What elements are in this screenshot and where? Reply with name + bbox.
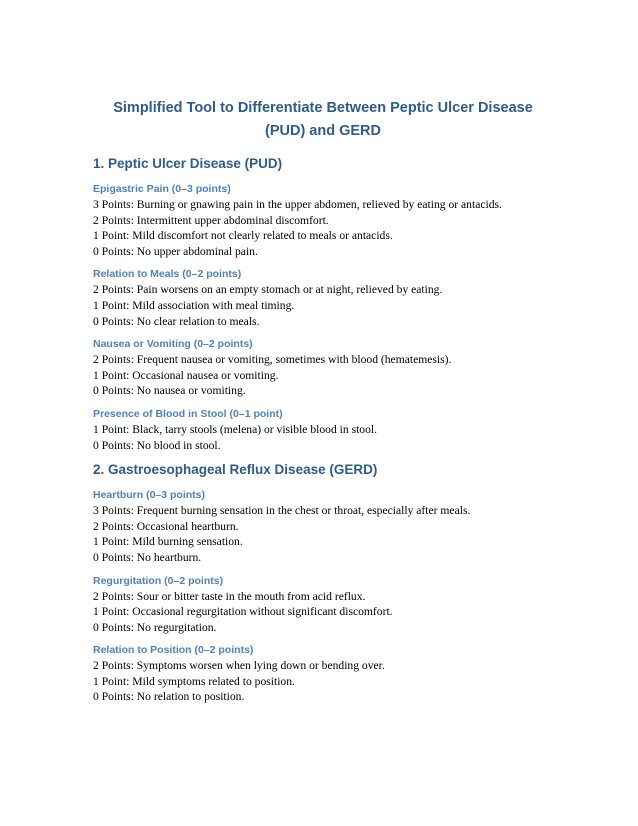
score-line: 3 Points: Burning or gnawing pain in the upper abdomen, relieved by eating or antacids. <box>93 198 502 211</box>
section-pud <box>93 155 553 453</box>
score-line: 1 Point: Black, tarry stools (melena) or visible blood in stool. <box>93 422 378 436</box>
criterion-title: Relation to Meals (0–2 points) <box>93 268 242 281</box>
score-line: 2 Points: Frequent nausea or vomiting, sometimes with blood (hematemesis). <box>93 353 452 367</box>
score-line: 3 Points: Frequent burning sensation in the chest or throat, especially after meals. <box>93 504 471 518</box>
score-line: 0 Points: No relation to position. <box>93 690 245 704</box>
criterion-heartburn <box>93 488 553 565</box>
section-heading-gerd: 2. Gastroesophageal Reflux Disease (GERD) <box>93 462 378 478</box>
criterion-title: Relation to Position (0–2 points) <box>93 644 254 657</box>
criterion-title: Heartburn (0–3 points) <box>93 489 206 502</box>
score-line: 2 Points: Intermittent upper abdominal discomfort. <box>93 213 329 227</box>
score-line: 1 Point: Mild symptoms related to position. <box>93 674 295 688</box>
criterion-title: Presence of Blood in Stool (0–1 point) <box>93 407 283 420</box>
section-heading-pud: 1. Peptic Ulcer Disease (PUD) <box>93 156 283 171</box>
score-line: 0 Points: No heartburn. <box>93 550 202 564</box>
score-line: 0 Points: No regurgitation. <box>93 620 217 634</box>
score-line: 1 Point: Mild burning sensation. <box>93 535 243 549</box>
score-line: 0 Points: No nausea or vomiting. <box>93 384 246 398</box>
score-line: 0 Points: No upper abdominal pain. <box>93 244 258 258</box>
section-gerd <box>93 461 553 705</box>
score-line: 0 Points: No blood in stool. <box>93 438 221 452</box>
criterion-relation-to-position <box>93 643 553 705</box>
document-title: Simplified Tool to Differentiate Between Peptic Ulcer Disease (PUD) and GERD <box>113 100 533 139</box>
criterion-title: Epigastric Pain (0–3 points) <box>93 183 231 195</box>
score-line: 1 Point: Occasional nausea or vomiting. <box>93 368 279 382</box>
score-line: 2 Points: Sour or bitter taste in the mouth from acid reflux. <box>93 589 366 603</box>
score-line: 1 Point: Occasional regurgitation without significant discomfort. <box>93 605 393 619</box>
score-line: 1 Point: Mild association with meal timing. <box>93 298 295 312</box>
score-line: 1 Point: Mild discomfort not clearly related to meals or antacids. <box>93 229 393 243</box>
criterion-regurgitation <box>93 574 553 636</box>
score-line: 2 Points: Pain worsens on an empty stomach or at night, relieved by eating. <box>93 283 443 297</box>
criterion-nausea-vomiting <box>93 337 553 399</box>
score-line: 2 Points: Symptoms worsen when lying down or bending over. <box>93 659 385 673</box>
criterion-epigastric-pain <box>93 182 553 259</box>
document-content <box>93 97 553 713</box>
criterion-blood-in-stool <box>93 407 553 453</box>
criterion-title: Regurgitation (0–2 points) <box>93 574 224 587</box>
criterion-title: Nausea or Vomiting (0–2 points) <box>93 338 253 351</box>
criterion-relation-to-meals <box>93 267 553 329</box>
score-line: 2 Points: Occasional heartburn. <box>93 519 239 533</box>
score-line: 0 Points: No clear relation to meals. <box>93 314 260 328</box>
